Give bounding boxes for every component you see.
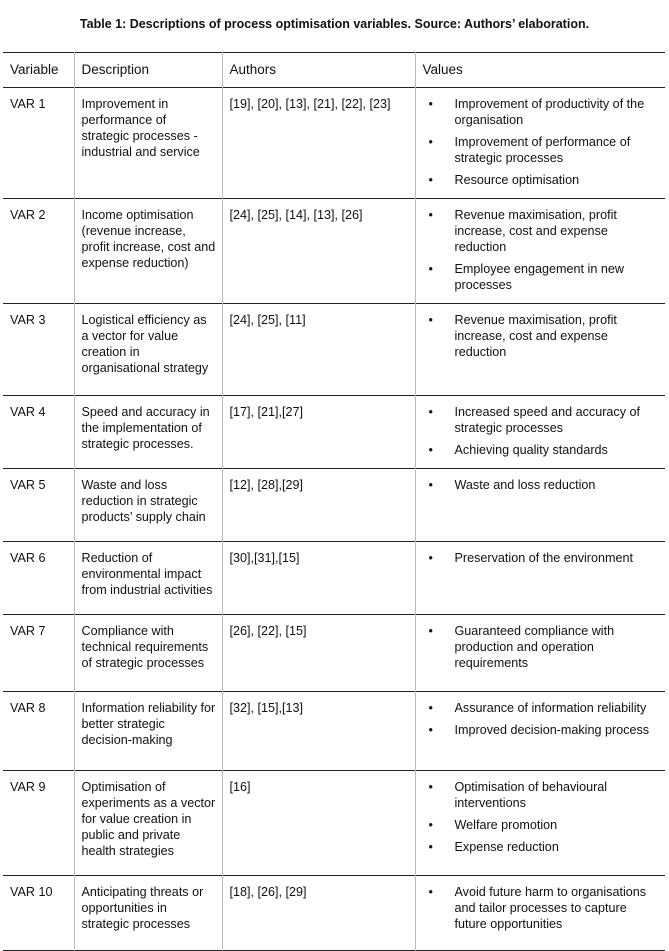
cell-authors: [17], [21],[27] xyxy=(222,396,415,469)
value-item: • Improvement of performance of strategic processes xyxy=(423,134,660,166)
cell-values xyxy=(415,88,665,199)
cell-variable: VAR 2 xyxy=(10,208,46,222)
cell-variable: VAR 10 xyxy=(10,885,53,899)
value-item: • Improvement of productivity of the organisation xyxy=(423,96,660,128)
cell-values xyxy=(415,876,665,951)
values-list xyxy=(423,550,660,566)
values-list xyxy=(423,884,660,932)
cell-description: Income optimisation (revenue increase, profit increase, cost and expense reduction) xyxy=(74,199,222,304)
value-item: • Assurance of information reliability xyxy=(423,700,660,716)
value-item: • Preservation of the environment xyxy=(423,550,660,566)
cell-variable: VAR 8 xyxy=(10,701,46,715)
header-variable: Variable xyxy=(10,62,59,77)
cell-variable: VAR 5 xyxy=(10,478,46,492)
cell-values xyxy=(415,304,665,396)
cell-description: Optimisation of experiments as a vector for value creation in public and private health strategies xyxy=(74,771,222,876)
cell-authors: [16] xyxy=(222,771,415,876)
table-row xyxy=(3,88,665,199)
values-list xyxy=(423,700,660,738)
cell-authors: [24], [25], [11] xyxy=(222,304,415,396)
table-row xyxy=(3,396,665,469)
value-item: • Revenue maximisation, profit increase, cost and expense reduction xyxy=(423,207,660,255)
cell-values xyxy=(415,771,665,876)
table-row xyxy=(3,771,665,876)
cell-values xyxy=(415,199,665,304)
values-list xyxy=(423,779,660,855)
value-item: • Improved decision-making process xyxy=(423,722,660,738)
value-item: • Employee engagement in new processes xyxy=(423,261,660,293)
table-row xyxy=(3,469,665,542)
value-item: • Increased speed and accuracy of strategic processes xyxy=(423,404,660,436)
value-item: • Waste and loss reduction xyxy=(423,477,660,493)
cell-description: Compliance with technical requirements of strategic processes xyxy=(74,615,222,692)
cell-authors: [26], [22], [15] xyxy=(222,615,415,692)
values-list xyxy=(423,477,660,493)
value-item: • Achieving quality standards xyxy=(423,442,660,458)
cell-variable: VAR 9 xyxy=(10,780,46,794)
cell-description: Speed and accuracy in the implementation of strategic processes. xyxy=(74,396,222,469)
values-list xyxy=(423,623,660,671)
table-row xyxy=(3,304,665,396)
value-item: • Guaranteed compliance with production and operation requirements xyxy=(423,623,660,671)
cell-variable: VAR 3 xyxy=(10,313,46,327)
cell-variable: VAR 4 xyxy=(10,405,46,419)
cell-authors: [18], [26], [29] xyxy=(222,876,415,951)
cell-values xyxy=(415,615,665,692)
cell-authors: [24], [25], [14], [13], [26] xyxy=(222,199,415,304)
cell-values xyxy=(415,542,665,615)
value-item: • Welfare promotion xyxy=(423,817,660,833)
table-header-row xyxy=(3,53,665,88)
cell-values xyxy=(415,692,665,771)
cell-description: Information reliability for better strategic decision-making xyxy=(74,692,222,771)
cell-authors: [30],[31],[15] xyxy=(222,542,415,615)
cell-authors: [32], [15],[13] xyxy=(222,692,415,771)
values-list xyxy=(423,404,660,458)
cell-description: Waste and loss reduction in strategic products’ supply chain xyxy=(74,469,222,542)
table-row xyxy=(3,542,665,615)
table-row xyxy=(3,615,665,692)
cell-variable: VAR 1 xyxy=(10,97,46,111)
table-caption: Table 1: Descriptions of process optimisation variables. Source: Authors’ elaboration. xyxy=(79,17,590,31)
value-item: • Revenue maximisation, profit increase, cost and expense reduction xyxy=(423,312,660,360)
table-row xyxy=(3,199,665,304)
cell-authors: [12], [28],[29] xyxy=(222,469,415,542)
table-row xyxy=(3,876,665,951)
header-values: Values xyxy=(415,53,665,88)
cell-description: Anticipating threats or opportunities in strategic processes xyxy=(74,876,222,951)
value-item: • Avoid future harm to organisations and tailor processes to capture future opportunities xyxy=(423,884,660,932)
cell-variable: VAR 7 xyxy=(10,624,46,638)
cell-authors: [19], [20], [13], [21], [22], [23] xyxy=(222,88,415,199)
cell-values xyxy=(415,469,665,542)
value-item: • Optimisation of behavioural interventions xyxy=(423,779,660,811)
value-item: • Resource optimisation xyxy=(423,172,660,188)
cell-description: Logistical efficiency as a vector for value creation in organisational strategy xyxy=(74,304,222,396)
values-list xyxy=(423,96,660,188)
cell-description: Reduction of environmental impact from industrial activities xyxy=(74,542,222,615)
value-item: • Expense reduction xyxy=(423,839,660,855)
values-list xyxy=(423,207,660,293)
table-row xyxy=(3,692,665,771)
cell-variable: VAR 6 xyxy=(10,551,46,565)
header-authors: Authors xyxy=(222,53,415,88)
header-description: Description xyxy=(74,53,222,88)
variables-table xyxy=(3,52,665,951)
cell-values xyxy=(415,396,665,469)
cell-description: Improvement in performance of strategic processes - industrial and service xyxy=(74,88,222,199)
values-list xyxy=(423,312,660,360)
